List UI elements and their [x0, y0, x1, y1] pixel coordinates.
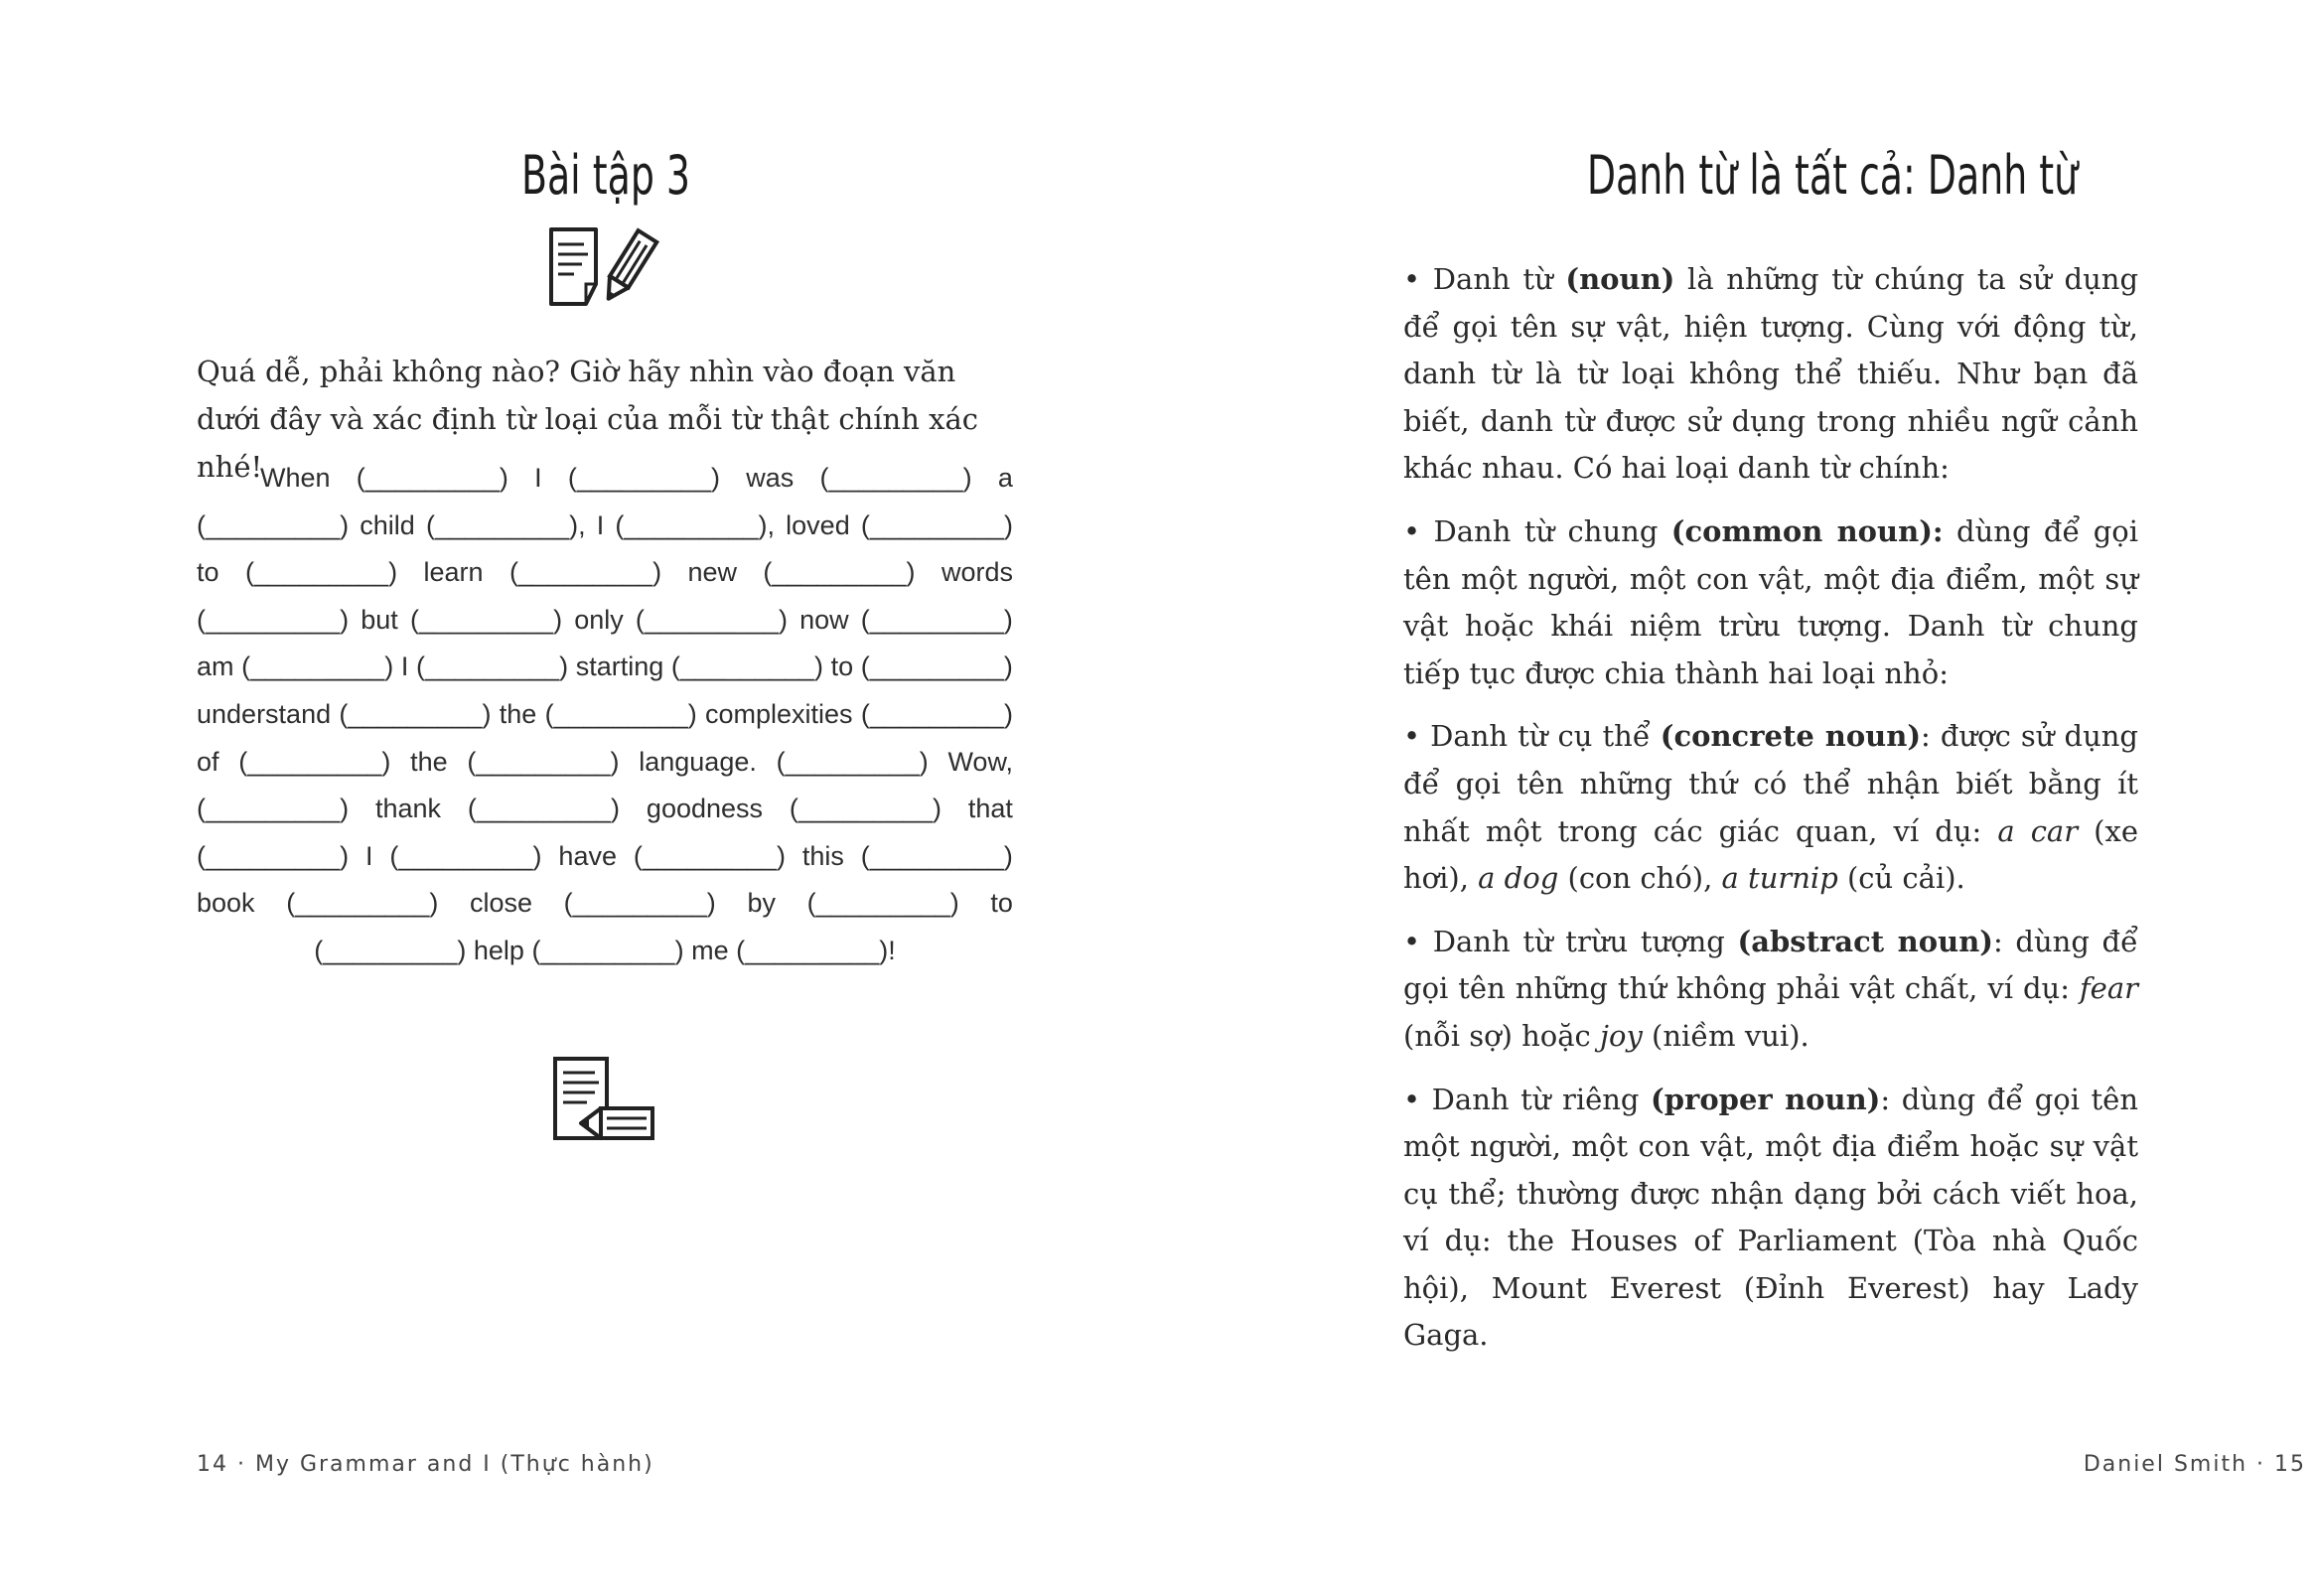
exercise-word: a — [997, 463, 1013, 493]
exercise-word: of — [197, 746, 219, 777]
answer-blank[interactable]: (_________) — [531, 935, 684, 965]
exercise-word: to — [830, 652, 854, 682]
exercise-word: I — [596, 509, 605, 540]
paragraph-concrete-noun: • Danh từ cụ thể (concrete noun): được sử dụng để gọi tên những thứ có thể nhận biết bằng ít nhất một trong các giác quan, ví dụ: a car (xe hơi), a dog (con chó), a turnip (củ cải). — [1403, 719, 2138, 896]
paragraph-proper-noun: • Danh từ riêng (proper noun): dùng để gọi tên một người, một con vật, một địa điểm hoặc sự vật cụ thể; thường được nhận dạng bởi cách viết hoa, ví dụ: the Houses of Parliament (Tòa nhà Quốc hội), Mount Everest (Đỉnh Everest) hay Lady Gaga. — [1403, 1082, 2139, 1353]
exercise-word: the — [410, 746, 448, 777]
answer-blank[interactable]: (_________) — [339, 698, 492, 729]
term-abstract-noun: (abstract noun) — [1737, 924, 1993, 958]
section-title: Danh từ là tất cả: Danh từ — [1586, 144, 2079, 207]
answer-blank[interactable]: (_________) — [197, 840, 350, 871]
answer-blank[interactable]: (_________) — [356, 463, 508, 493]
answer-blank[interactable]: (_________), — [615, 509, 776, 540]
page-footer-right: Daniel Smith · 15 — [2083, 1452, 2306, 1477]
answer-blank[interactable]: (_________) — [567, 463, 721, 493]
text: : dùng để gọi tên những thứ không phải vật chất, ví dụ: — [1403, 924, 2138, 1006]
answer-blank[interactable]: (_________) — [789, 794, 942, 824]
exercise-word: help — [473, 935, 524, 965]
answer-blank[interactable]: (_________) — [860, 698, 1013, 729]
document-marker-icon — [551, 1055, 660, 1144]
page-footer-left: 14 · My Grammar and I (Thực hành) — [197, 1452, 654, 1477]
exercise-instructions: Quá dễ, phải không nào? Giờ hãy nhìn vào đoạn văn dưới đây và xác định từ loại của mỗi từ thật chính xác nhé! — [197, 355, 978, 484]
exercise-word: learn — [423, 557, 484, 588]
exercise-word: to — [990, 888, 1013, 919]
example: a car — [1997, 813, 2079, 848]
text: : được sử dụng để gọi tên những thứ có thể nhận biết bằng ít nhất một trong các giác quan, ví dụ: — [1403, 719, 2138, 848]
answer-blank[interactable]: (_________) — [819, 463, 972, 493]
text: (nỗi sợ) hoặc — [1403, 1018, 1600, 1053]
exercise-word: child — [360, 509, 415, 540]
answer-blank[interactable]: (_________) — [416, 652, 569, 682]
text: Danh từ chung — [1433, 513, 1671, 548]
answer-blank[interactable]: (_________) — [860, 652, 1013, 682]
answer-blank[interactable]: (_________) — [670, 652, 824, 682]
exercise-word: new — [687, 557, 738, 588]
answer-blank[interactable]: (_________) — [197, 604, 350, 635]
exercise-title: Bài tập 3 — [520, 144, 691, 207]
text: là những từ chúng ta sử dụng để gọi tên sự vật, hiện tượng. Cùng với động từ, danh từ là từ loại không thể thiếu. Như bạn đã biết, danh từ được sử dụng trong nhiều ngữ cảnh khác nhau. Có hai loại danh từ chính: — [1403, 262, 2139, 486]
answer-blank[interactable]: (_________), — [425, 509, 586, 540]
answer-blank[interactable]: (_________) — [544, 698, 697, 729]
answer-blank[interactable]: (_________) — [763, 557, 916, 588]
exercise-word: was — [746, 463, 795, 493]
exercise-word: starting — [575, 652, 664, 682]
right-page — [1157, 0, 2315, 1596]
answer-blank[interactable]: (_________) — [633, 840, 786, 871]
paragraph-common-noun: • Danh từ chung (common noun): dùng để gọi tên một người, một con vật, một địa điểm, một sự vật hoặc khái niệm trừu tượng. Danh từ chung tiếp tục được chia thành hai loại nhỏ: — [1403, 513, 2139, 690]
answer-blank[interactable]: (_________) — [197, 794, 350, 824]
left-page — [0, 0, 1157, 1596]
exercise-word: but — [361, 604, 398, 635]
text: Danh từ cụ thể — [1430, 719, 1661, 754]
text: Danh từ riêng — [1431, 1082, 1652, 1116]
answer-blank[interactable]: (_________) — [467, 746, 620, 777]
exercise-word: me — [691, 935, 729, 965]
exercise-word: language. — [639, 746, 757, 777]
example: joy — [1600, 1018, 1643, 1053]
exercise-word: that — [967, 794, 1013, 824]
answer-blank[interactable]: (_________) — [409, 604, 563, 635]
text: Danh từ trừu tượng — [1432, 924, 1738, 958]
exercise-word: understand — [197, 698, 332, 729]
exercise-word: complexities — [705, 698, 853, 729]
exercise-word: I — [365, 840, 373, 871]
exercise-word: loved — [786, 509, 850, 540]
exercise-word: I — [534, 463, 542, 493]
answer-blank[interactable]: (_________) — [238, 746, 391, 777]
example: fear — [2079, 971, 2138, 1006]
text: (niềm vui). — [1642, 1018, 1809, 1053]
answer-blank[interactable]: (_________) — [806, 888, 959, 919]
exercise-word: to — [197, 557, 219, 588]
answer-blank[interactable]: (_________) — [197, 509, 350, 540]
exercise-word: When — [260, 463, 331, 493]
exercise-word: thank — [375, 794, 442, 824]
exercise-word: am — [197, 652, 234, 682]
exercise-word: words — [940, 557, 1013, 588]
answer-blank[interactable]: (_________) — [389, 840, 542, 871]
exercise-word: this — [801, 840, 844, 871]
text: dùng để gọi tên một người, một con vật, một địa điểm, một sự vật hoặc khái niệm trừu tượng. Danh từ chung tiếp tục được chia thành hai loại nhỏ: — [1403, 513, 2139, 690]
example: a dog — [1478, 861, 1559, 896]
document-pencil-icon — [544, 226, 663, 310]
exercise-word: Wow, — [947, 746, 1013, 777]
noun-definitions — [1403, 256, 2138, 1376]
answer-blank[interactable]: (_________) — [860, 840, 1013, 871]
exercise-word: have — [558, 840, 617, 871]
paragraph-abstract-noun: • Danh từ trừu tượng (abstract noun): dùng để gọi tên những thứ không phải vật chất, ví dụ: fear (nỗi sợ) hoặc joy (niềm vui). — [1403, 924, 2138, 1053]
term-proper-noun: (proper noun) — [1651, 1082, 1881, 1116]
answer-blank[interactable]: (_________) — [286, 888, 439, 919]
exercise-word: goodness — [646, 794, 764, 824]
answer-blank[interactable]: (_________) — [860, 604, 1013, 635]
text: (củ cải). — [1837, 861, 1965, 896]
text: (xe hơi), — [1403, 813, 2138, 896]
text: Danh từ — [1432, 262, 1566, 296]
term-concrete-noun: (concrete noun) — [1660, 719, 1922, 754]
exercise-word: by — [747, 888, 776, 919]
paragraph-noun: • Danh từ (noun) là những từ chúng ta sử dụng để gọi tên sự vật, hiện tượng. Cùng với động từ, danh từ là từ loại không thể thiếu. Như bạn đã biết, danh từ được sử dụng trong nhiều ngữ cảnh khác nhau. Có hai loại danh từ chính: — [1403, 262, 2139, 486]
answer-blank[interactable]: (_________) — [508, 557, 662, 588]
exercise-word: book — [197, 888, 255, 919]
exercise-word: close — [469, 888, 533, 919]
answer-blank[interactable]: (_________) — [314, 935, 467, 965]
fill-in-exercise — [197, 455, 1013, 975]
term-common-noun: (common noun): — [1670, 513, 1944, 548]
exercise-word: now — [799, 604, 849, 635]
answer-blank[interactable]: (_________) — [244, 557, 398, 588]
answer-blank[interactable]: (_________) — [563, 888, 716, 919]
exercise-word: only — [574, 604, 624, 635]
answer-blank[interactable]: (_________) — [635, 604, 788, 635]
exercise-word: I — [400, 652, 409, 682]
example: a turnip — [1721, 861, 1838, 896]
answer-blank[interactable]: (_________) — [776, 746, 929, 777]
text: (con chó), — [1558, 861, 1722, 896]
answer-blank[interactable]: (_________)! — [736, 935, 896, 965]
text: : dùng để gọi tên một người, một con vật, một địa điểm hoặc sự vật cụ thể; thường được nhận dạng bởi cách viết hoa, ví dụ: the Houses of Parliament (Tòa nhà Quốc hội), Mount Everest (Đỉnh Everest) hay Lady Gaga. — [1403, 1082, 2139, 1353]
answer-blank[interactable]: (_________) — [467, 794, 621, 824]
term-noun: (noun) — [1565, 262, 1675, 296]
answer-blank[interactable]: (_________) — [860, 509, 1013, 540]
exercise-word: the — [499, 698, 537, 729]
answer-blank[interactable]: (_________) — [241, 652, 394, 682]
